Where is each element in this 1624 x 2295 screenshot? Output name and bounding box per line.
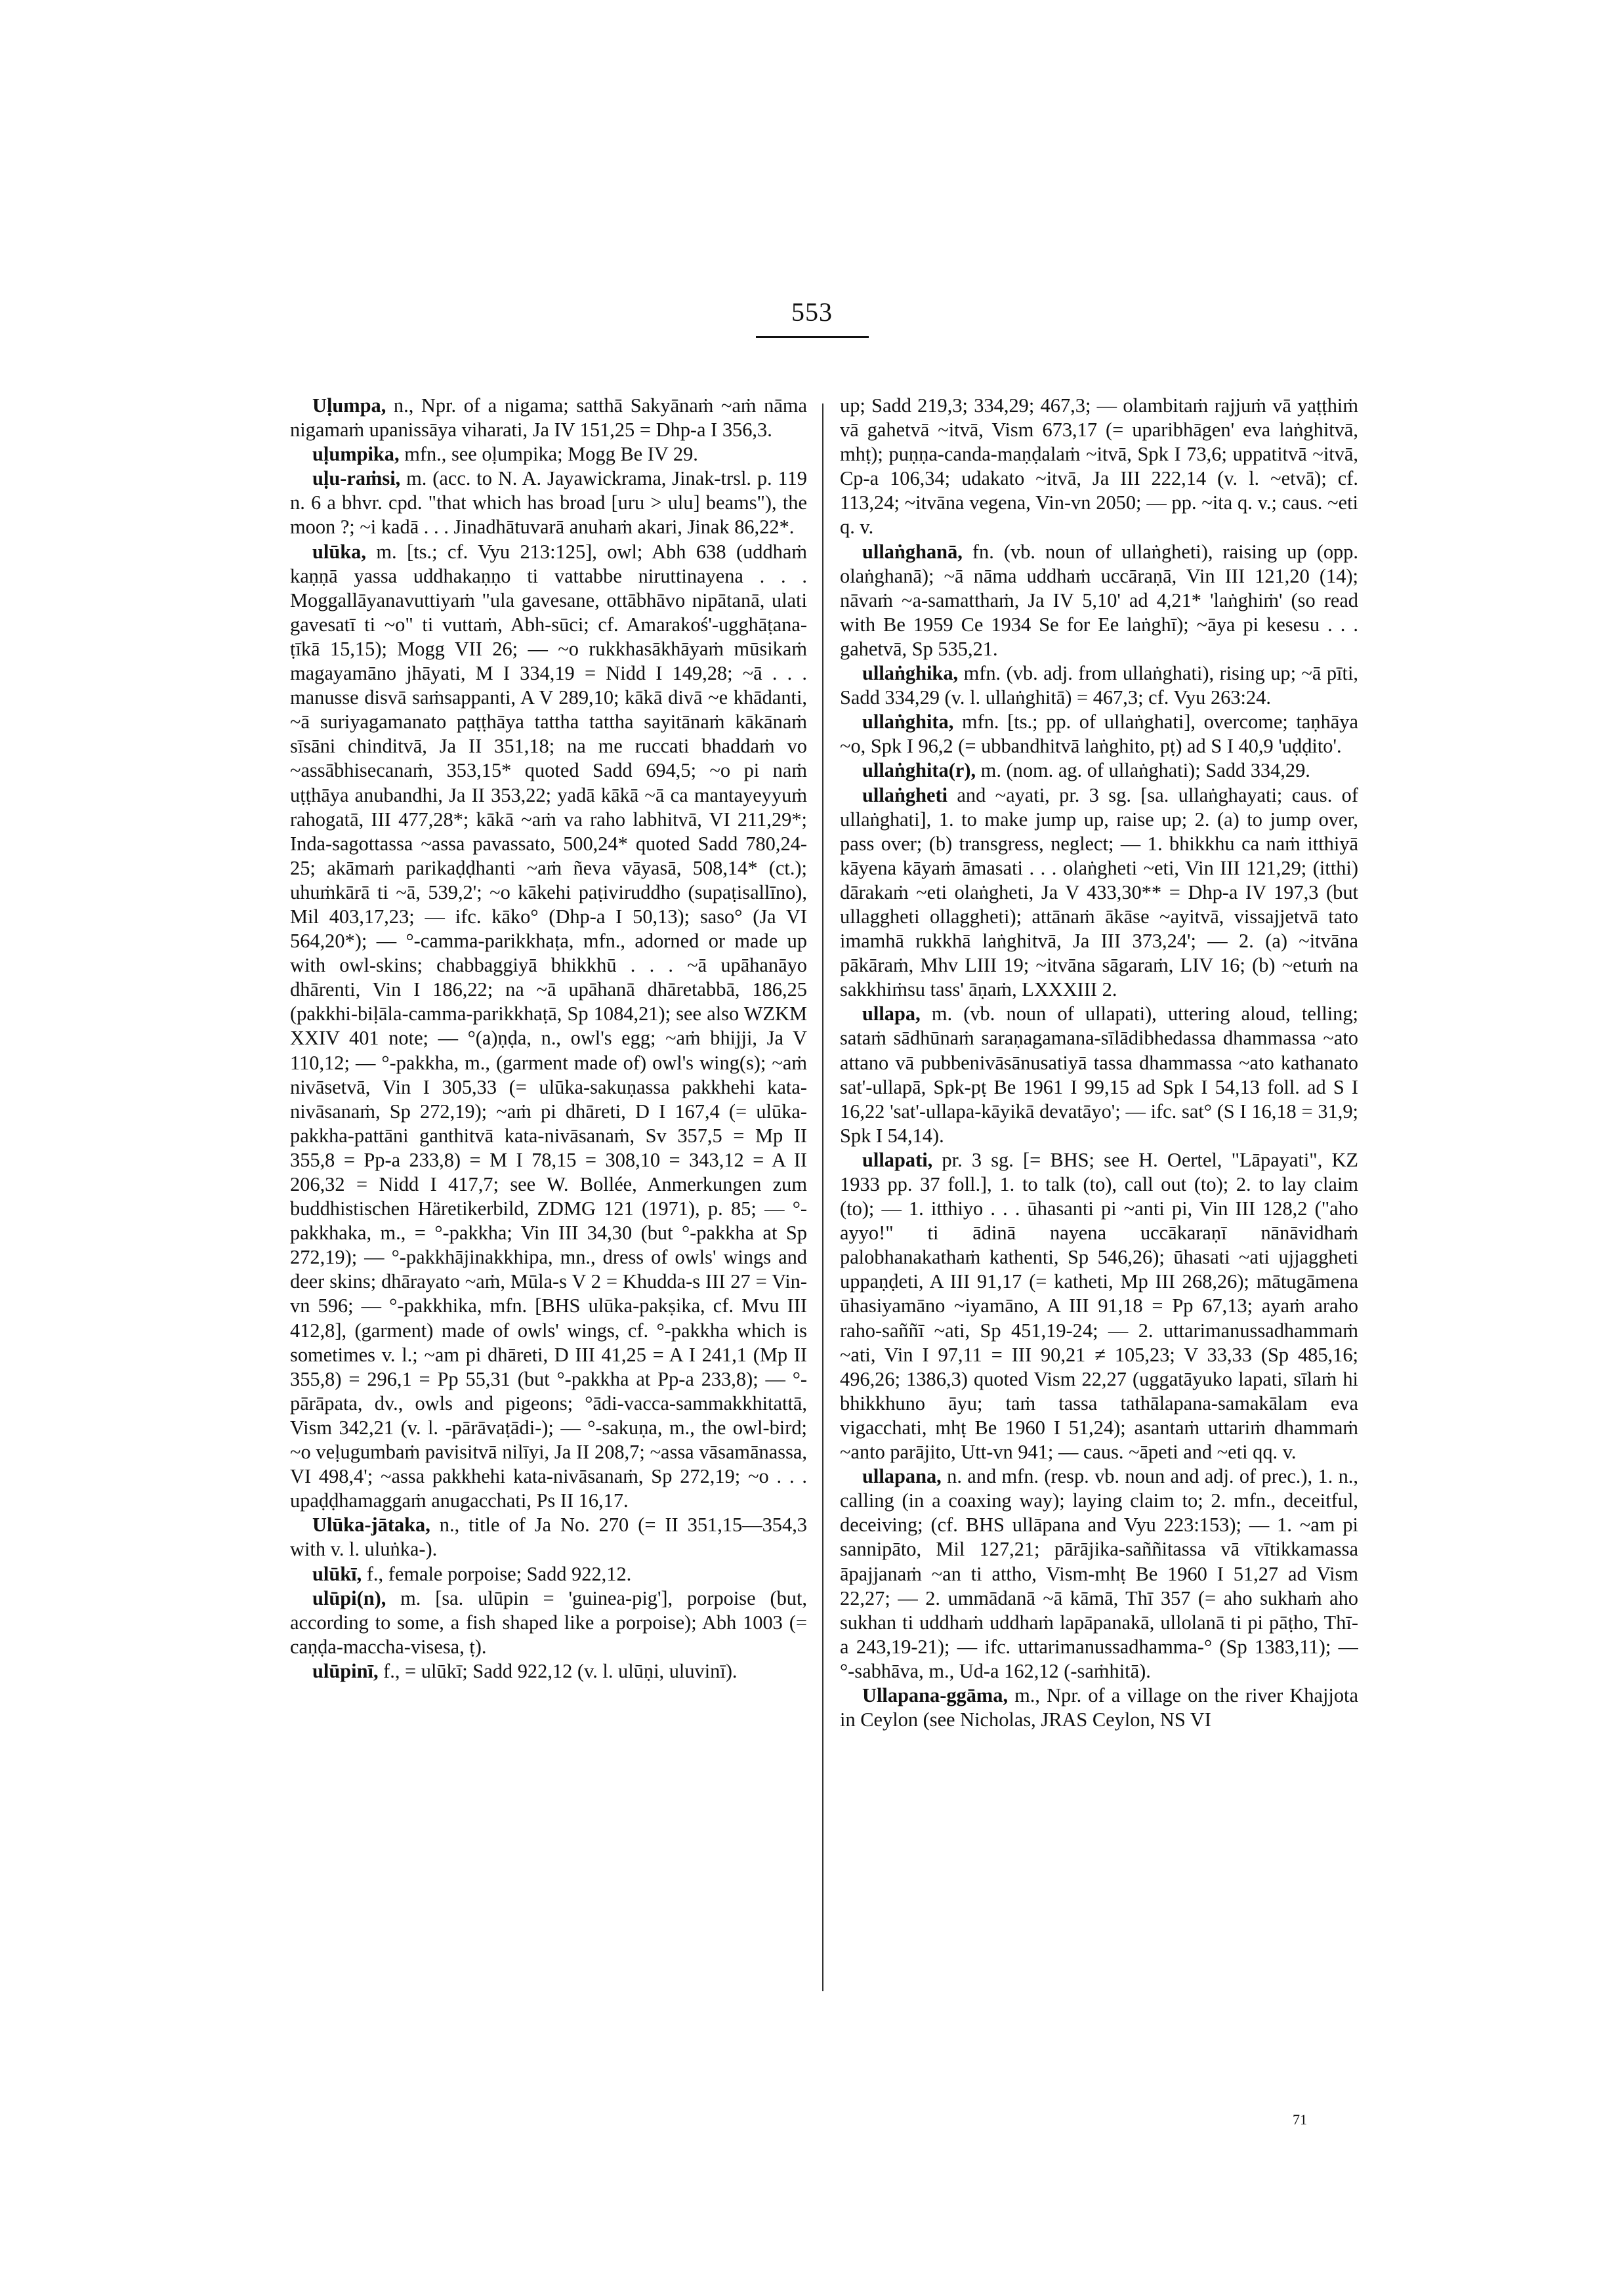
entry-headword: ullapana, <box>862 1465 942 1488</box>
entry-headword: ullaṅghita(r), <box>862 759 976 782</box>
entry-headword: ulūpinī, <box>312 1659 379 1682</box>
page-number: 553 <box>791 297 833 327</box>
page-number-rule <box>756 336 869 338</box>
entry-headword: ullaṅgheti <box>862 783 948 806</box>
entry-text: m. (acc. to N. A. Jayawickrama, Jinak-trsl. p. 119 n. 6 a bhvr. cpd. "that which has broad [uru > ulu] beams"), the moon ?; ~i kadā . . . Jinadhātuvarā anuhaṁ akari, Jinak 86,22*. <box>290 467 807 539</box>
dictionary-entry <box>290 1659 807 1684</box>
entry-text: n. and mfn. (resp. vb. noun and adj. of prec.), 1. n., calling (in a coaxing way); laying claim to; 2. mfn., deceitful, deceiving; (cf. BHS ullāpana and Vyu 223:153); — 1. ~am pi sannipāto, Mil 127,21; pārājika-saññitassa vā vītikkamassa āpajjanaṁ ~an ti attho, Vism-mhṭ Be 1960 I 51,27 ad Vism 22,27; — 2. ummādanā ~ā kāmā, Thī 357 (= aho sukhaṁ aho sukhan ti uddhaṁ uddhaṁ lapāpanakā, ullolanā ti pi pāṭho, Thī-a 243,19-21); — ifc. uttarimanussadhamma-° (Sp 1383,11); — °-sabhāva, m., Ud-a 162,12 (-saṁhitā). <box>840 1465 1358 1682</box>
entry-headword: Ulūka-jātaka, <box>312 1514 430 1537</box>
entry-headword: ulūkī, <box>312 1562 362 1585</box>
entry-headword: ullaṅghanā, <box>862 540 963 563</box>
entry-headword: uḷumpika, <box>312 443 400 466</box>
entry-text: m. [ts.; cf. Vyu 213:125], owl; Abh 638 (uddhaṁ kaṇṇā yassa uddhakaṇṇo ti vattabbe niruttinayena . . . Moggallāyanavuttiyaṁ "ula gavesane, ottābhāvo nipātanā, ulati gavesatī ti ~o" ti vuttaṁ, Abh-sūci; cf. Amarakoś'-ugghāṭana-ṭīkā 15,15); Mogg VII 26; — ~o rukkhasākhāyaṁ mūsikaṁ magayamāno jhāyati, M I 334,19 = Nidd I 149,28; ~ā . . . manusse disvā saṁsappanti, A V 289,10; kākā divā ~e khādanti, ~ā suriyagamanato paṭṭhāya tattha tattha sayitānaṁ kākānaṁ sīsāni chinditvā, Ja II 351,18; na me ruccati bhaddaṁ vo ~assābhisecanaṁ, 353,15* quoted Sadd 694,5; ~o pi naṁ uṭṭhāya anubandhi, Ja II 353,22; yadā kākā ~ā ca mantayeyyuṁ rahogatā, III 477,28*; kākā ~aṁ va raho labhitvā, VI 211,29*; Inda-sagottassa ~assa pavassato, 500,24* quoted Sadd 780,24-25; akāmaṁ parikaḍḍhanti ~aṁ ñeva vāyasā, 508,14* (ct.); uhuṁkārā ti ~ā, 539,2'; ~o kākehi paṭiviruddho (supaṭisallīno), Mil 403,17,23; — ifc. kāko° (Dhp-a I 50,13); saso° (Ja VI 564,20*); — °-camma-parikkhaṭa, mfn., adorned or made up with owl-skins; chabbaggiyā bhikkhū . . . ~ā upāhanāyo dhārenti, Vin I 186,22; na ~ā upāhanā dhāretabbā, 186,25 (pakkhi-biḷāla-camma-parikkhaṭā, Sp 1084,21); see also WZKM XXIV 401 note; — °(a)ṇḍa, n., owl's egg; ~aṁ bhijji, Ja V 110,12; — °-pakkha, m., (garment made of) owl's wing(s); ~aṁ nivāsetvā, Vin I 305,33 (= ulūka-sakuṇassa pakkhehi kata-nivāsanaṁ, Sp 272,19); ~aṁ pi dhāreti, D I 167,4 (= ulūka-pakkha-pattāni ganthitvā kata-nivāsanaṁ, Sv 357,5 = Mp II 355,8 = Pp-a 233,8) = M I 78,15 = 308,10 = 343,12 = A II 206,32 = Nidd I 417,7; see W. Bollée, Anmerkungen zum buddhistischen Häretikerbild, ZDMG 121 (1971), p. 85; — °-pakkhaka, m., = °-pakkha; Vin III 34,30 (but °-pakkha at Sp 272,19); — °-pakkhājinakkhipa, mn., dress of owls' wings and deer skins; dhārayato ~aṁ, Mūla-s V 2 = Khudda-s III 27 = Vin-vn 596; — °-pakkhika, mfn. [BHS ulūka-pakṣika, cf. Mvu III 412,8], (garment) made of owls' wings, cf. °-pakkha which is sometimes v. l.; ~am pi dhāreti, D III 41,25 = A I 241,1 (Mp II 355,8) = 296,1 = Pp 55,31 (but °-pakkha at Pp-a 233,8); — °-pārāpata, dv., owls and pigeons; °ādi-vacca-sammakkhitattā, Vism 342,21 (v. l. -pārāvaṭādi-); — °-sakuṇa, m., the owl-bird; ~o veḷugumbaṁ pavisitvā nilīyi, Ja II 208,7; ~assa vāsamānassa, VI 498,4'; ~assa pakkhehi kata-nivāsanaṁ, Sp 272,19; ~o . . . upaḍḍhamaggaṁ anugacchati, Ps II 16,17. <box>290 540 807 1512</box>
column-divider <box>822 403 823 1991</box>
dictionary-entry <box>290 1586 807 1659</box>
dictionary-entry <box>840 540 1358 661</box>
entry-headword: ullaṅghita, <box>862 711 954 734</box>
entry-headword: uḷu-raṁsi, <box>312 467 401 490</box>
dictionary-entry <box>290 466 807 539</box>
entry-text: mfn. (vb. adj. from ullaṅghati), rising up; ~ā pīti, Sadd 334,29 (v. l. ullaṅghitā) = 467,3; cf. Vyu 263:24. <box>840 662 1358 709</box>
entry-text: n., Npr. of a nigama; satthā Sakyānaṁ ~aṁ nāma nigamaṁ upanissāya viharati, Ja IV 151,25 = Dhp-a I 356,3. <box>290 394 807 442</box>
dictionary-entry <box>840 710 1358 758</box>
dictionary-entry <box>290 1562 807 1586</box>
dictionary-entry <box>290 1513 807 1561</box>
dictionary-entry <box>840 1464 1358 1684</box>
entry-headword: Uḷumpa, <box>312 394 386 417</box>
entry-text: m. (nom. ag. of ullaṅghati); Sadd 334,29. <box>976 759 1310 782</box>
entry-headword: ullapa, <box>862 1003 921 1025</box>
dictionary-entry-continued <box>840 394 1358 540</box>
entry-text: mfn., see oḷumpika; Mogg Be IV 29. <box>399 443 698 466</box>
entry-text: f., = ulūkī; Sadd 922,12 (v. l. ulūṇi, uluvinī). <box>378 1659 738 1682</box>
entry-headword: ulūka, <box>312 540 366 563</box>
entry-text: mfn. [ts.; pp. of ullaṅghati], overcome; taṇhāya ~o, Spk I 96,2 (= ubbandhitvā laṅghito, pṭ) ad S I 40,9 'uḍḍito'. <box>840 711 1358 758</box>
signature-mark: 71 <box>1293 2111 1307 2128</box>
entry-text: up; Sadd 219,3; 334,29; 467,3; — olambitaṁ rajjuṁ vā yaṭṭhiṁ vā gahetvā ~itvā, Vism 673,17 (= uparibhāgen' eva laṅghitvā, mhṭ); puṇṇa-canda-maṇḍalaṁ ~itvā, Spk I 73,6; uppatitvā ~itvā, Cp-a 106,34; udakato ~itvā, Ja III 222,14 (v. l. ~etvā); cf. 113,24; ~itvāna vegena, Vin-vn 2050; — pp. ~ita q. v.; caus. ~eti q. v. <box>840 394 1358 539</box>
entry-headword: Ullapana-ggāma, <box>862 1684 1009 1706</box>
right-column <box>840 394 1358 2277</box>
dictionary-entry <box>840 758 1358 783</box>
entry-text: and ~ayati, pr. 3 sg. [sa. ullaṅghayati; caus. of ullaṅghati], 1. to make jump up, raise up; 2. (a) to jump over, pass over; (b) transgress, neglect; — 1. bhikkhu ca naṁ itthiyā kāyena kāyaṁ āmasati . . . olaṅgheti ~eti, Vin III 121,29; (itthi) dārakaṁ ~eti olaṅgheti, Ja V 433,30** = Dhp-a IV 197,3 (but ullaggheti ollaggheti); attānaṁ ākāse ~ayitvā, vissajjetvā tato imamhā rukkhā laṅghitvā, Ja III 373,24'; — 2. (a) ~itvāna pākāraṁ, Mhv LIII 19; ~itvāna sāgaraṁ, LIV 16; (b) ~etuṁ na sakkhiṁsu tass' āṇaṁ, LXXXIII 2. <box>840 783 1358 1001</box>
entry-headword: ullapati, <box>862 1148 933 1171</box>
entry-text: pr. 3 sg. [= BHS; see H. Oertel, "Lāpayati", KZ 1933 pp. 37 foll.], 1. to talk (to), call out (to); 2. to lay claim (to); — 1. itthiyo . . . ūhasanti pi ~anti pi, Vin III 128,2 ("aho ayyo!" ti ādinā nayena uccākaraṇī nānāvidhaṁ palobhanakathaṁ kathenti, Sp 546,26); ūhasati ~ati ujjaggheti uppaṇḍeti, A III 91,17 (= katheti, Mp III 268,26); mātugāmena ūhasiyamāno ~iyamāno, A III 91,18 = Pp 67,13; ayaṁ araho raho-saññī ~ati, Sp 451,19-24; — 2. uttarimanussadhammaṁ ~ati, Vin I 97,11 = III 90,21 ≠ 105,23; V 33,33 (Sp 485,16; 496,26; 1386,3) quoted Vism 22,27 (uggatāyuko lapati, sīlaṁ hi bhikkhuno āyu; taṁ tassa tathālapana-samakālam eva vigacchati, mhṭ Be 1960 I 51,24); asantaṁ uttariṁ dhammaṁ ~anto parājito, Utt-vn 941; — caus. ~āpeti and ~eti qq. v. <box>840 1148 1358 1464</box>
dictionary-entry <box>290 394 807 442</box>
dictionary-entry <box>840 1148 1358 1464</box>
entry-text: fn. (vb. noun of ullaṅgheti), raising up (opp. olaṅghanā); ~ā nāma uddhaṁ uccāraṇā, Vin III 121,20 (14); nāvaṁ ~a-samatthaṁ, Ja IV 5,10' ad 4,21* 'laṅghiṁ' (so read with Be 1959 Ce 1934 Se for Ee laṅghī); ~āya pi kesesu . . . gahetvā, Sp 535,21. <box>840 540 1358 660</box>
entry-text: f., female porpoise; Sadd 922,12. <box>362 1562 632 1585</box>
entry-headword: ulūpi(n), <box>312 1586 386 1609</box>
entry-headword: ullaṅghika, <box>862 662 959 685</box>
left-column <box>290 394 807 2277</box>
entry-text: m. (vb. noun of ullapati), uttering aloud, telling; sataṁ sādhūnaṁ saraṇagamana-sīlādibhedassa dhammassa ~ato attano vā pubbenivāsānusatiyā tassa dhammassa ~ato kathanato sat'-ullapā, Spk-pṭ Be 1961 I 99,15 ad Spk I 54,13 foll. ad S I 16,22 'sat'-ullapa-kāyikā devatāyo'; — ifc. sat° (S I 16,18 = 31,9; Spk I 54,14). <box>840 1003 1358 1147</box>
dictionary-entry <box>290 540 807 1514</box>
dictionary-entry <box>290 442 807 466</box>
entry-text: m. [sa. ulūpin = 'guinea-pig'], porpoise (but, according to some, a fish shaped like a porpoise); Abh 1003 (= caṇḍa-maccha-visesa, ṭ). <box>290 1586 807 1658</box>
dictionary-entry <box>840 661 1358 710</box>
entry-text: n., title of Ja No. 270 (= II 351,15—354,3 with v. l. uluṅka-). <box>290 1514 807 1561</box>
dictionary-entry <box>840 1002 1358 1148</box>
entry-text: m., Npr. of a village on the river Khajjota in Ceylon (see Nicholas, JRAS Ceylon, NS VI <box>840 1684 1358 1731</box>
dictionary-entry <box>840 1684 1358 1732</box>
dictionary-entry <box>840 783 1358 1003</box>
